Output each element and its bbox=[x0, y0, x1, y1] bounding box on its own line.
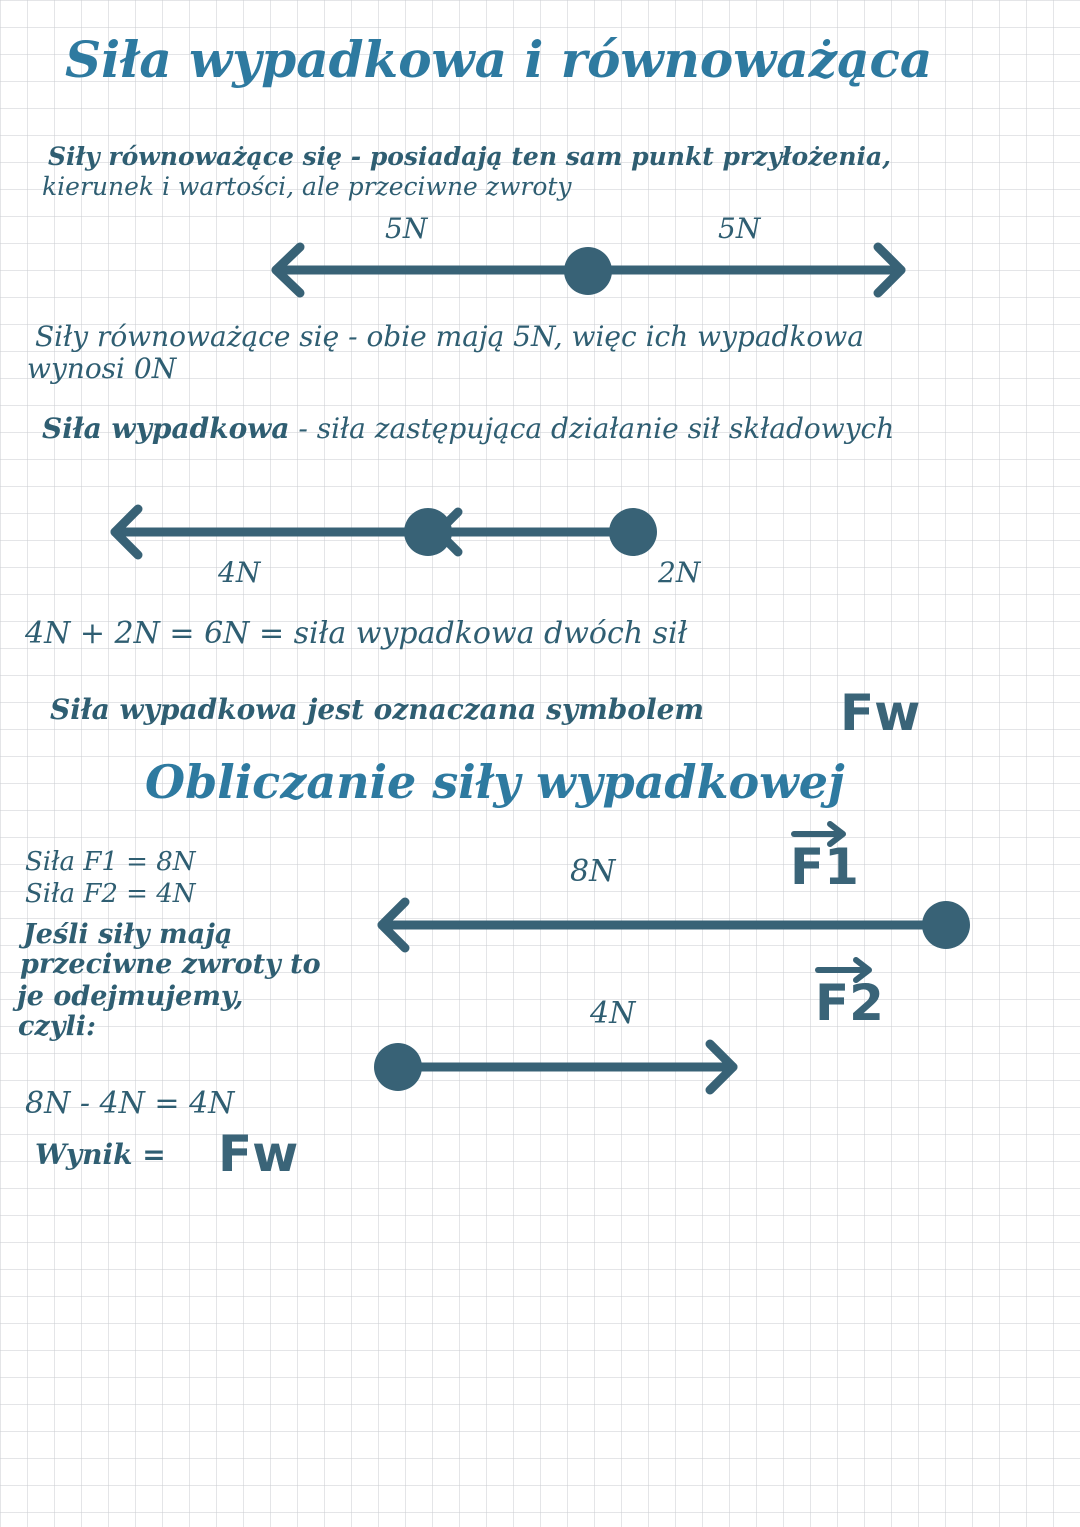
section-heading: Obliczanie siły wypadkowej bbox=[145, 755, 845, 809]
fw-symbol: Fw bbox=[840, 684, 921, 742]
force-label-left: 5N bbox=[385, 212, 428, 245]
resultant-definition-text: - siła zastępująca działanie sił składowych bbox=[289, 412, 895, 445]
balancing-forces-definition-line1: Siły równoważące się - posiadają ten sam punkt przyłożenia, bbox=[48, 142, 891, 171]
f2-value-line: Siła F2 = 4N bbox=[25, 879, 196, 909]
rule-line4: czyli: bbox=[18, 1011, 96, 1042]
f2-symbol: F2 bbox=[815, 974, 884, 1032]
balancing-note-line1: Siły równoważące się - obie mają 5N, więc ich wypadkowa bbox=[35, 320, 864, 353]
f1-value-line: Siła F1 = 8N bbox=[25, 847, 196, 877]
balancing-note-line2: wynosi 0N bbox=[27, 352, 177, 385]
f2-magnitude-label: 4N bbox=[590, 996, 636, 1031]
balancing-forces-definition-line2: kierunek i wartości, ale przeciwne zwroty bbox=[42, 172, 572, 201]
resultant-equation: 4N + 2N = 6N = siła wypadkowa dwóch sił bbox=[25, 616, 688, 651]
f1-symbol: F1 bbox=[790, 838, 859, 896]
force-label-4n: 4N bbox=[218, 556, 261, 589]
result-fw-symbol: Fw bbox=[218, 1125, 299, 1183]
calculation: 8N - 4N = 4N bbox=[25, 1086, 235, 1121]
rule-line2: przeciwne zwroty to bbox=[20, 949, 321, 980]
result-label: Wynik = bbox=[35, 1138, 166, 1171]
rule-line1: Jeśli siły mają bbox=[23, 919, 233, 950]
force-label-right: 5N bbox=[718, 212, 761, 245]
f1-magnitude-label: 8N bbox=[570, 854, 616, 889]
symbol-sentence: Siła wypadkowa jest oznaczana symbolem bbox=[50, 693, 705, 726]
page-title: Siła wypadkowa i równoważąca bbox=[65, 30, 933, 89]
force-label-2n: 2N bbox=[658, 556, 701, 589]
rule-line3: je odejmujemy, bbox=[17, 981, 244, 1012]
resultant-term: Siła wypadkowa bbox=[42, 412, 290, 445]
